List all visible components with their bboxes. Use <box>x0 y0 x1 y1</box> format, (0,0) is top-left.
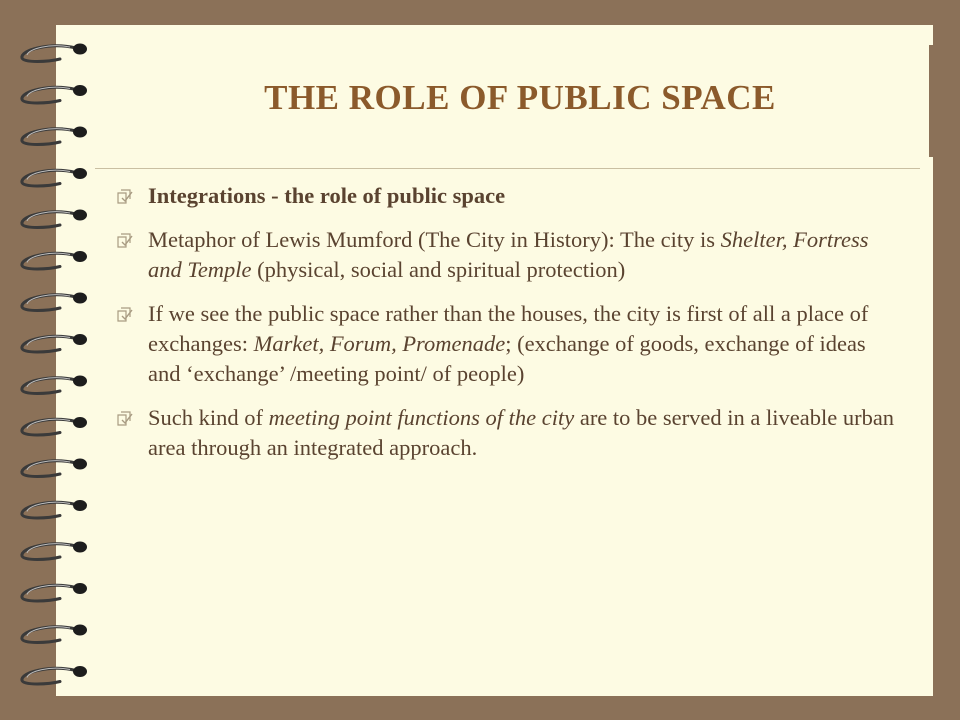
spiral-ring-icon <box>22 666 87 684</box>
spiral-ring-icon <box>22 334 87 352</box>
bullet-item <box>116 181 896 211</box>
title-border <box>929 45 933 157</box>
bullet-text: Integrations - the role of public space <box>148 183 506 208</box>
bullet-text: Metaphor of Lewis Mumford (The City in History): The city is <box>148 227 721 252</box>
bullet-text: If we see the public space rather than the houses, the city is first of all a place of exchanges: <box>148 301 869 356</box>
bullet-text: ; (exchange of goods, exchange of ideas and ‘exchange’ /meeting point/ of people) <box>148 331 866 386</box>
bullet-item <box>116 225 896 285</box>
spiral-ring-icon <box>22 376 87 394</box>
spiral-ring-icon <box>22 293 87 311</box>
bullet-text: (physical, social and spiritual protection) <box>251 257 626 282</box>
spiral-ring-icon <box>22 251 87 269</box>
bullet-emphasis: Shelter, Fortress and Temple <box>148 227 869 282</box>
spiral-ring-icon <box>22 625 87 643</box>
bullet-item <box>116 403 896 463</box>
spiral-ring-icon <box>22 583 87 601</box>
spiral-ring-icon <box>22 210 87 228</box>
bullet-emphasis: meeting point functions of the city <box>268 405 575 430</box>
checkbox-arrow-icon <box>116 410 134 428</box>
slide-title: THE ROLE OF PUBLIC SPACE <box>264 78 776 117</box>
bullet-emphasis: Market, Forum, Promenade <box>253 331 506 356</box>
spiral-ring-icon <box>22 44 87 62</box>
bullet-line <box>148 181 896 211</box>
spiral-ring-icon <box>22 417 87 435</box>
spiral-ring-icon <box>22 542 87 560</box>
checkbox-arrow-icon <box>116 306 134 324</box>
bullet-item <box>116 299 896 389</box>
spiral-ring-icon <box>22 168 87 186</box>
bullet-text: Such kind of <box>148 405 269 430</box>
checkbox-arrow-icon <box>116 232 134 250</box>
spiral-ring-icon <box>22 127 87 145</box>
checkbox-arrow-icon <box>116 188 134 206</box>
spiral-binding <box>0 0 110 720</box>
bullet-text: are to be served in a liveable urban area through an integrated approach. <box>148 405 895 460</box>
title-divider <box>95 168 920 169</box>
bullet-list <box>116 181 896 477</box>
spiral-ring-icon <box>22 85 87 103</box>
spiral-ring-icon <box>22 459 87 477</box>
spiral-ring-icon <box>22 500 87 518</box>
